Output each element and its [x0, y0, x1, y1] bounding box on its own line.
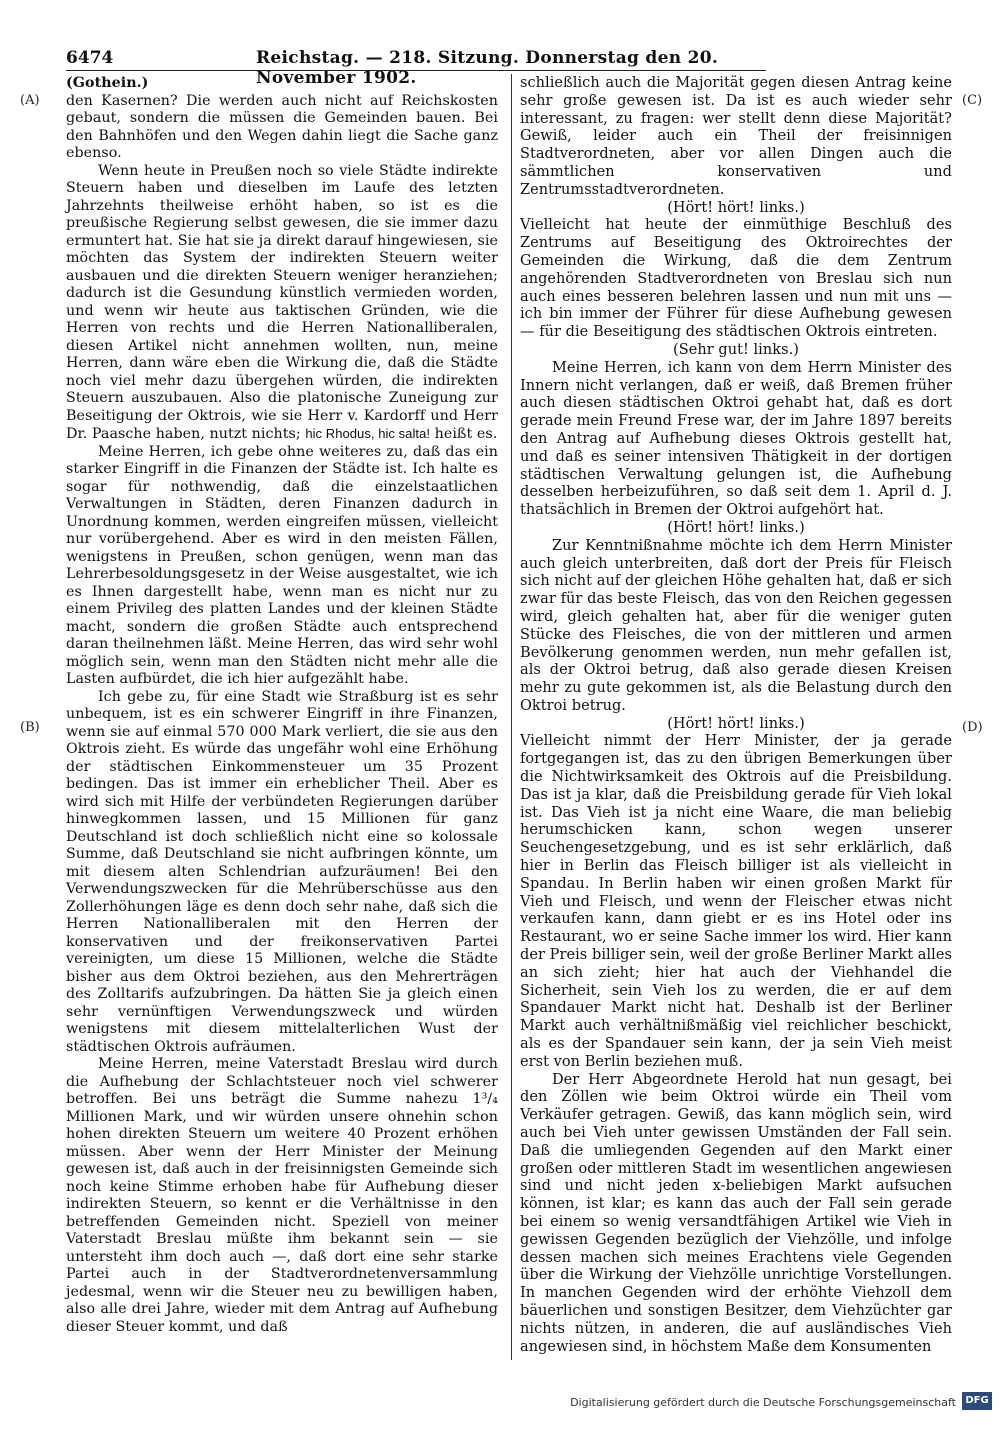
paragraph: Der Herr Abgeordnete Herold hat nun gesagt, bei den Zöllen wie beim Oktroi würde ein Theil vom Verkäufer getragen. Gewiß, das kann möglich sein, wird auch bei Vieh unter gewissen Umständen der Fall sein. Daß die umliegenden Gegenden auf den Markt einer großen oder mittleren Stadt im wesentlichen angewiesen sind und nicht jeden x-beliebigen Markt aufsuchen können, ist klar; es kann das auch der Fall sein gerade bei einem so wenig versandtfähigen Artikel wie Vieh in gewissen Gegenden bezüglich der Viehzölle, und infolge dessen machen sich meines Erachtens viele Gegenden über die Wirkung der Viehzölle unrichtige Vorstellungen. In manchen Gegenden wird der erhöhte Viehzoll dem bäuerlichen und sonstigen Besitzer, dem Viehzüchter gar nichts nützen, in anderen, die auf ausländisches Vieh angewiesen sind, in höchstem Maße dem Konsumenten — [520, 1071, 952, 1355]
interjection: (Hört! hört! links.) — [667, 519, 805, 536]
paragraph: den Kasernen? Die werden auch nicht auf Reichskosten gebaut, sondern die müssen die Gemeinden bauen. Bei den Bahnhöfen und den Wegen dahin liegt die Sache ganz ebenso. — [66, 92, 498, 161]
paragraph: Zur Kenntnißnahme möchte ich dem Herrn Minister auch gleich unterbreiten, daß dort der Preis für Fleisch sich nicht auf der gleichen Höhe gehalten hat, daß er sich zwar für das beste Fleisch, das von den Reichen gegessen wird, gleich gehalten hat, aber für die weniger guten Stücke des Fleisches, die von der mittleren und armen Bevölkerung genommen werden, nun mehr gefallen ist, als der Oktroi betrug, daß also gerade diesen Kreisen mehr zu gute gekommen ist, als die Belastung durch den Oktroi betrug. — [520, 537, 952, 714]
page-number: 6474 — [66, 48, 114, 68]
paragraph: Vielleicht nimmt der Herr Minister, der ja gerade fortgegangen ist, das zu den übrigen Bemerkungen über die Nichtwirksamkeit des Oktrois auf die Preisbildung. Das ist ja klar, daß die Preisbildung gerade für Vieh lokal ist. Das Vieh ist ja nicht eine Waare, die man beliebig herumschicken kann, schon wegen unserer Seuchengesetzgebung, und es ist sehr erklärlich, daß hier in Berlin das Fleisch billiger ist als vielleicht in Spandau. In Berlin haben wir einen großen Markt für Vieh und Fleisch, und wenn der Fleischer etwas nicht verkaufen kann, dann giebt er es ins Hotel oder ins Restaurant, wo er seine Sache immer los wird. Hier kann der Preis billiger sein, weil der große Berliner Markt alles an sich zieht; hier hat auch der Viehhandel die Sicherheit, sein Vieh los zu werden, die er auf dem Spandauer Markt nicht hat. Deshalb ist der Berliner Markt auch verhältnißmäßig viel reichlicher beschickt, als es der Spandauer sein kann, der ja sein Vieh meist erst von Berlin beziehen muß. — [520, 733, 952, 1070]
paragraph: Vielleicht hat heute der einmüthige Beschluß des Zentrums auf Beseitigung des Oktroirechtes der Gemeinden die Wirkung, daß die dem Zentrum angehörenden Stadtverordneten von Breslau sich nun auch eines besseren belehren lassen und nun mit uns — ich bin immer der Führer für diese Aufhebung gewesen — für die Beseitigung des städtischen Oktrois eintreten. — [520, 217, 952, 341]
margin-marker-a: (A) — [20, 93, 40, 108]
interjection: (Hört! hört! links.) — [667, 715, 805, 732]
left-column — [66, 75, 498, 1336]
paragraph: Meine Herren, ich kann von dem Herrn Minister des Innern nicht verlangen, daß er weiß, daß Bremen früher auch diesen städtischen Oktroi gehabt hat, daß es dort gerade mein Freund Frese war, der im Jahre 1897 bereits den Antrag auf Aufhebung dieses Oktrois gestellt hat, und daß es seiner intensiven Thätigkeit in der dortigen städtischen Verwaltung gelungen ist, die Aufhebung desselben herbeizuführen, so daß seit dem 1. April d. J. thatsächlich in Bremen der Oktroi aufgehört hat. — [520, 359, 952, 519]
margin-marker-b: (B) — [20, 720, 40, 735]
footer — [560, 1392, 992, 1414]
margin-marker-c: (C) — [962, 93, 983, 108]
speaker-label: (Gothein.) — [66, 75, 149, 91]
paragraph: schließlich auch die Majorität gegen diesen Antrag keine sehr große gewesen ist. Da ist es auch wieder sehr interessant, zu fragen: wer stellt denn diese Majorität? Gewiß, leider auch ein Theil der freisinnigen Stadtverordneten, aber vor allen Dingen auch die sämmtlichen konservativen und Zentrumsstadtverordneten. — [520, 75, 952, 198]
column-divider — [511, 74, 512, 1360]
interjection: (Hört! hört! links.) — [667, 199, 805, 216]
paragraph — [66, 163, 498, 444]
latin-quote: hic Rhodus, hic salta! — [305, 426, 431, 441]
paragraph-text: heißt es. — [434, 426, 498, 442]
interjection: (Sehr gut! links.) — [673, 341, 799, 358]
digitization-credit: Digitalisierung gefördert durch die Deutsche Forschungsgemeinschaft — [570, 1396, 956, 1409]
running-head: Reichstag. — 218. Sitzung. Donnerstag den 20. November 1902. — [256, 48, 719, 88]
paragraph: Meine Herren, meine Vaterstadt Breslau wird durch die Aufhebung der Schlachtsteuer noch viel schwerer betroffen. Bei uns beträgt die Summe nahezu 1³/₄ Millionen Mark, und wir würden unsere ohnehin schon hohen direkten Steuern um weitere 40 Prozent erhöhen müssen. Aber wenn der Herr Minister der Meinung gewesen ist, daß auch in der freisinnigsten Gemeinde sich noch keine Stimme erhoben habe für Aufhebung dieser indirekten Steuern, so kennt er die Verhältnisse in den betreffenden Gemeinden nicht. Speziell von meiner Vaterstadt Breslau müßte ihm bekannt sein — sie untersteht ihm doch auch —, daß dort eine sehr starke Partei auch in der Stadtverordnetenversammlung jedesmal, wenn wir die Steuer neu zu bewilligen haben, also alle drei Jahre, wieder mit dem Antrag auf Aufhebung dieser Steuer kommt, und daß — [66, 1056, 498, 1335]
paragraph-text: Wenn heute in Preußen noch so viele Städte indirekte Steuern haben und dieselben im Laufe des letzten Jahrzehnts theilweise erhöht haben, so ist es die preußische Regierung selbst gewesen, die sie immer dazu ermuntert hat. Sie hat sie ja direkt darauf hingewiesen, sie möchten das System der indirekten Steuern weiter ausbauen und die direkten Steuern weniger heranziehen; dadurch ist die Gesundung künstlich vermieden worden, und wenn wir heute aus taktischen Gründen, wie die Herren von rechts und die Herren Nationalliberalen, diesen Artikel nicht annehmen wollten, nun, meine Herren, dann wäre eben die Wirkung die, daß die Städte noch viel mehr dazu übergehen würden, die indirekten Steuern auszubauen. Also die platonische Zuneigung zur Beseitigung der Oktrois, wie sie Herr v. Kardorff und Herr Dr. Paasche haben, nutzt nichts; — [66, 162, 498, 442]
header-rule — [66, 70, 766, 71]
paragraph: Ich gebe zu, für eine Stadt wie Straßburg ist es sehr unbequem, ist es ein schwerer Eingriff in ihre Finanzen, wenn sie auf einmal 570 000 Mark verliert, die sie aus den Oktrois zieht. Es würde das ungefähr wohl eine Erhöhung der städtischen Einkommensteuer um 35 Prozent bedingen. Das ist immer ein erheblicher Theil. Aber es wird sich mit Hilfe der verbündeten Regierungen darüber hinwegkommen lassen, und 15 Millionen für ganz Deutschland ist doch schließlich nicht eine so kolossale Summe, daß Deutschland sie nicht aufbringen könnte, um mit diesem alten Schlendrian aufzuräumen! Bei den Verwendungszwecken für die Mehrüberschüsse aus den Zollerhöhungen läge es denn doch sehr nahe, daß sich die Herren Nationalliberalen mit den Herren der konservativen und der freikonservativen Partei vereinigten, um diese 15 Millionen, welche die Städte bisher aus dem Oktroi beziehen, aus den Mehrerträgen des Zolltarifs aufzubringen. Da hätten Sie ja gleich einen sehr vernünftigen Verwendungszweck und würden wenigstens mit diesem mittelalterlichen Wust der städtischen Oktrois aufräumen. — [66, 688, 498, 1055]
right-column — [520, 75, 952, 1356]
margin-marker-d: (D) — [962, 720, 983, 735]
paragraph: Meine Herren, ich gebe ohne weiteres zu, daß das ein starker Eingriff in die Finanzen der Städte ist. Ich halte es sogar für nothwendig, daß die einzelstaatlichen Verwaltungen in Städten, deren Finanzen dadurch in Unordnung kommen, werden eingreifen müssen, vielleicht nur vorübergehend. Aber es wird in den meisten Fällen, wenigstens in Preußen, schon genügen, wenn man das Lehrerbesoldungsgesetz in der Weise ausgestaltet, wie ich es Ihnen dargestellt habe, wenn man es nicht nur zu einem Privileg des platten Landes und der kleinen Städte macht, sondern die großen Städte auch entsprechend daran theilnehmen läßt. Meine Herren, das wird sehr wohl möglich sein, wenn man den Städten nicht mehr alle die Lasten aufbürdet, die ich hier aufgezählt habe. — [66, 443, 498, 687]
dfg-logo-icon: DFG — [962, 1392, 992, 1410]
